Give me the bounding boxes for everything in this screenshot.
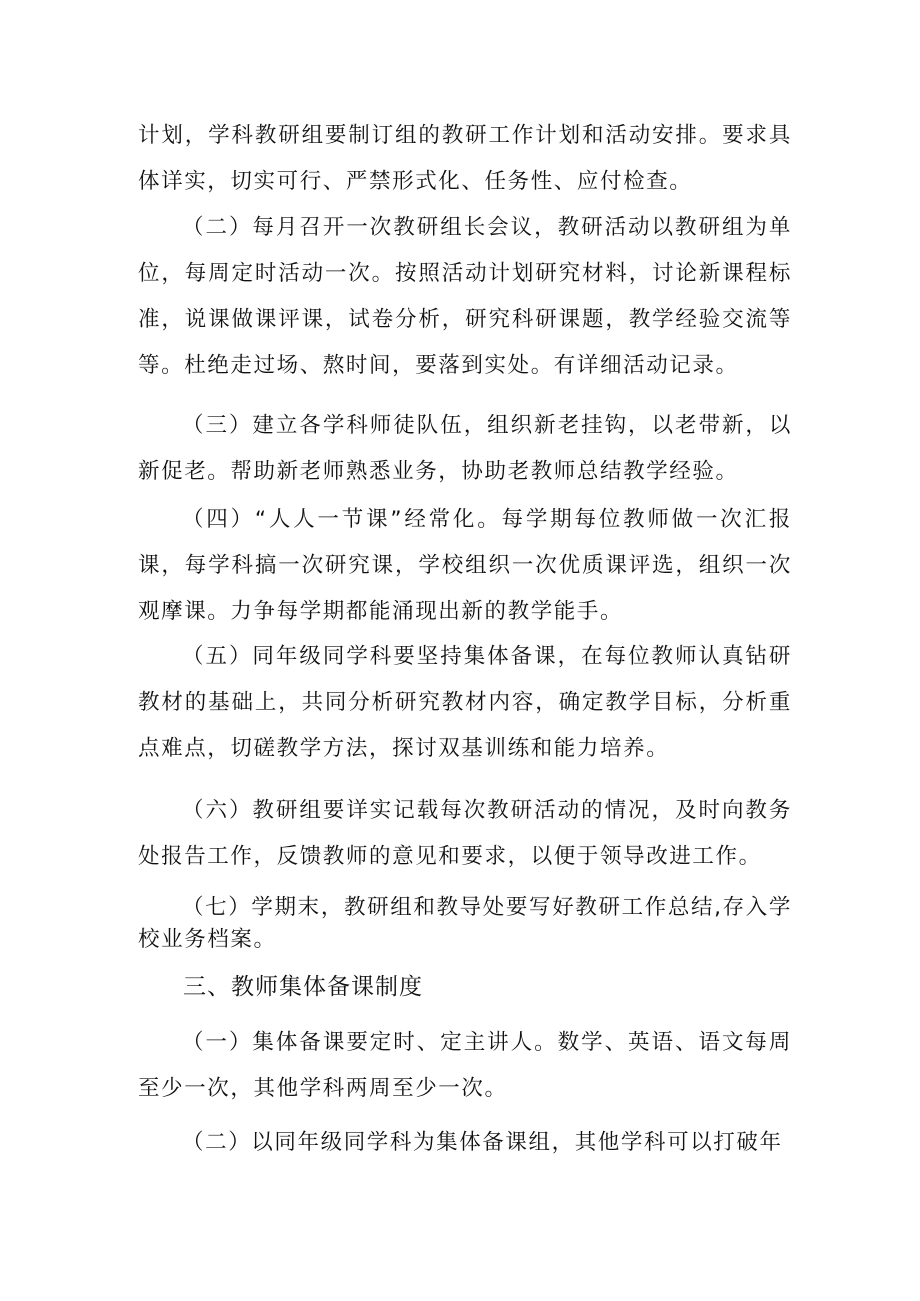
paragraph-section3-item-1: （一）集体备课要定时、定主讲人。数学、英语、语文每周至少一次，其他学科两周至少一次。 xyxy=(138,1030,792,1101)
paragraph-section3-item-2: （二）以同年级同学科为集体备课组，其他学科可以打破年 xyxy=(182,1130,783,1155)
section-heading: 三、教师集体备课制度 xyxy=(183,974,423,1000)
paragraph-item-6: （六）教研组要详实记载每次教研活动的情况，及时向教务处报告工作，反馈教师的意见和要求，以便于领导改进工作。 xyxy=(138,798,792,869)
paragraph-item-3: （三）建立各学科师徒队伍，组织新老挂钩，以老带新，以新促老。帮助新老师熟悉业务，协助老教师总结教学经验。 xyxy=(138,413,792,484)
paragraph-item-4: （四）“人人一节课”经常化。每学期每位教师做一次汇报课，每学科搞一次研究课，学校组织一次优质课评选，组织一次观摩课。力争每学期都能涌现出新的教学能手。 xyxy=(138,507,792,624)
paragraph-item-7: （七）学期末，教研组和教导处要写好教研工作总结,存入学校业务档案。 xyxy=(138,895,792,952)
paragraph-item-2: （二）每月召开一次教研组长会议，教研活动以教研组为单位，每周定时活动一次。按照活动计划研究材料，讨论新课程标准，说课做课评课，试卷分析，研究科研课题，教学经验交流等等。杜绝走过场、熬时间，要落到实处。有详细活动记录。 xyxy=(138,215,792,378)
paragraph-plan-continued: 计划，学科教研组要制订组的教研工作计划和活动安排。要求具体详实，切实可行、严禁形式化、任务性、应付检查。 xyxy=(138,123,792,194)
paragraph-item-5: （五）同年级同学科要坚持集体备课，在每位教师认真钻研教材的基础上，共同分析研究教材内容，确定教学目标，分析重点难点，切磋教学方法，探讨双基训练和能力培养。 xyxy=(138,644,792,761)
